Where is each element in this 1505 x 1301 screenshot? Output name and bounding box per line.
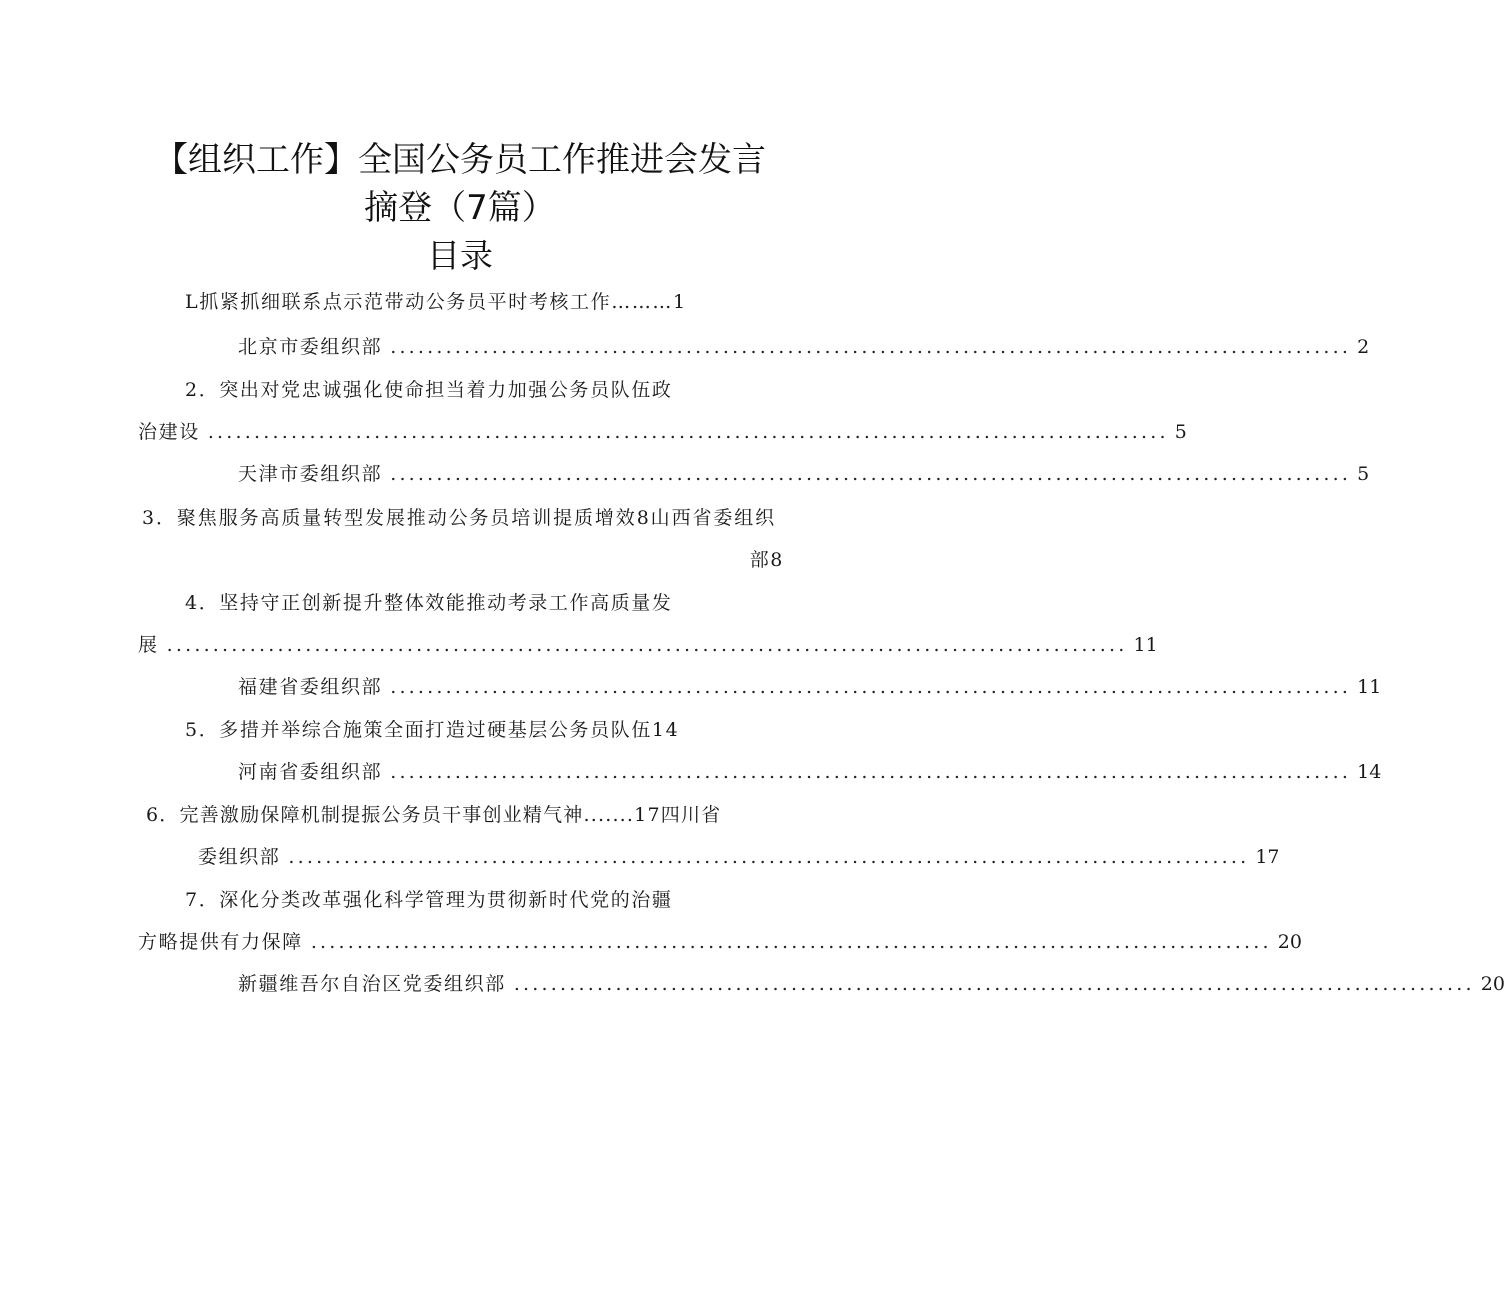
leader-dots: ........................................................................................................ <box>310 931 1272 953</box>
toc-entry-2-author[interactable] <box>238 462 1370 486</box>
toc-entry-5-title[interactable]: 5．多措并举综合施策全面打造过硬基层公务员队伍14 <box>185 719 680 741</box>
toc-page-number: 14 <box>1357 761 1382 783</box>
leader-dots: ........................................................................................................ <box>513 973 1475 995</box>
toc-page-number: 20 <box>1480 973 1505 995</box>
toc-author-name: 河南省委组织部 <box>238 761 383 783</box>
toc-title-text: 展 <box>138 634 159 656</box>
toc-entry-3-author[interactable]: 部8 <box>749 549 784 571</box>
toc-page-number: 17 <box>1255 846 1280 868</box>
leader-dots: ........................................................................................................ <box>390 463 1352 485</box>
toc-entry-7-title-cont[interactable] <box>138 930 1302 954</box>
toc-entry-4-title[interactable]: 4．坚持守正创新提升整体效能推动考录工作高质量发 <box>185 592 673 614</box>
leader-dots: ........................................................................................................ <box>207 421 1169 443</box>
leader-dots: ........................................................................................................ <box>390 676 1352 698</box>
toc-author-name: 天津市委组织部 <box>238 463 383 485</box>
toc-entry-5-author[interactable] <box>238 760 1382 784</box>
toc-entry-6-title[interactable]: 6．完善激励保障机制提振公务员干事创业精气神.......17四川省 <box>146 804 722 826</box>
leader-dots: ........................................................................................................ <box>390 761 1352 783</box>
toc-page-number: 5 <box>1357 463 1370 485</box>
toc-entry-4-title-cont[interactable] <box>138 633 1158 657</box>
toc-page-number: 11 <box>1357 676 1382 698</box>
toc-page-number: 5 <box>1174 421 1187 443</box>
toc-heading: 目录 <box>427 236 493 275</box>
toc-title-text: 治建设 <box>138 421 200 443</box>
leader-dots: ........................................................................................................ <box>166 634 1128 656</box>
toc-author-name: 福建省委组织部 <box>238 676 383 698</box>
toc-entry-7-author[interactable] <box>238 972 1505 996</box>
toc-entry-4-author[interactable] <box>238 675 1382 699</box>
toc-author-name: 新疆维吾尔自治区党委组织部 <box>238 973 506 995</box>
toc-entry-3-title[interactable]: 3．聚焦服务高质量转型发展推动公务员培训提质增效8山西省委组织 <box>142 507 777 529</box>
document-title-line-1: 【组织工作】全国公务员工作推进会发言 <box>154 140 766 180</box>
leader-dots: ........................................................................................................ <box>288 846 1250 868</box>
toc-page-number: 11 <box>1133 634 1158 656</box>
toc-entry-6-author[interactable] <box>198 845 1280 869</box>
toc-title-text: 方略提供有力保障 <box>138 931 303 953</box>
toc-author-name: 北京市委组织部 <box>238 336 383 358</box>
toc-author-name: 委组织部 <box>198 846 281 868</box>
document-title-line-2: 摘登（7篇） <box>364 188 556 228</box>
toc-entry-1-title[interactable]: L抓紧抓细联系点示范带动公务员平时考核工作………1 <box>185 291 687 313</box>
leader-dots: ........................................................................................................ <box>390 336 1352 358</box>
toc-entry-1-author[interactable] <box>238 335 1370 359</box>
toc-entry-2-title-cont[interactable] <box>138 420 1187 444</box>
toc-page-number: 2 <box>1357 336 1370 358</box>
toc-page-number: 20 <box>1277 931 1302 953</box>
toc-entry-7-title[interactable]: 7．深化分类改革强化科学管理为贯彻新时代党的治疆 <box>185 889 673 911</box>
toc-entry-2-title[interactable]: 2．突出对党忠诚强化使命担当着力加强公务员队伍政 <box>185 379 673 401</box>
